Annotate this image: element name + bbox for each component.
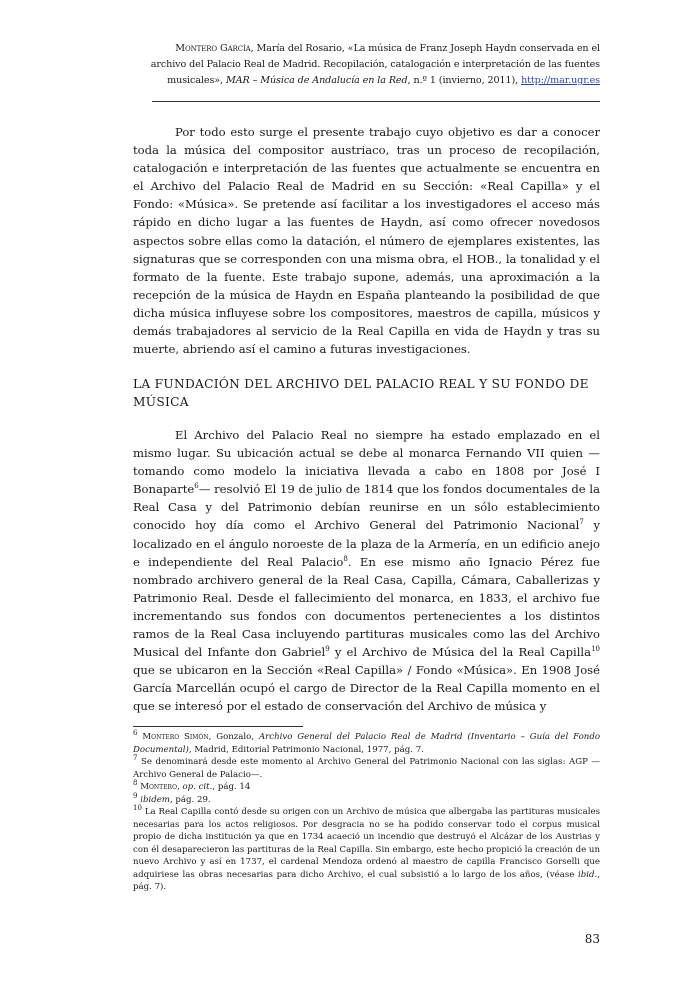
para2-text-2: — resolvió El 19 de julio de 1814 que los fondos documentales de la Real Casa y del Patrimonio debían reunirse en un sólo establecimiento conocido hoy día como el Archivo General del Patrimonio Nacional [133, 482, 600, 533]
running-header [150, 41, 600, 89]
footnote-8-cit: op. cit. [182, 782, 213, 792]
footnote-6-number: 6 [133, 729, 138, 738]
footnote-8-text-2: , pág. 14 [212, 782, 251, 792]
footnote-ref-6[interactable]: 6 [194, 482, 199, 491]
footnote-6-text-2: , Madrid, Editorial Patrimonio Nacional, 1977, pág. 7. [188, 744, 424, 755]
footnote-ref-9[interactable]: 9 [325, 645, 330, 654]
footnote-8-number: 8 [133, 779, 138, 788]
para2-text-3: y localizado en el ángulo noroeste de la plaza de la Armería, en un edificio anejo e independiente del Real Palacio [133, 518, 600, 569]
header-issue-text: , n.º 1 (invierno, 2011), [407, 75, 522, 86]
footnote-10-text-2: , pág. 7). [133, 869, 600, 892]
header-url-link[interactable]: http://mar.ugr.es [521, 75, 600, 86]
footnote-9 [133, 791, 600, 807]
footnote-7-text: Se denominará desde este momento al Archivo General del Patrimonio Nacional con las siglas: AGP —Archivo General de Palacio—. [133, 757, 600, 780]
para2-text-4: . En ese mismo año Ignacio Pérez fue nombrado archivero general de la Real Casa, Capilla, Cámara, Caballerizas y Patrimonio Real. Desde el fallecimiento del monarca, en 1833, el archivo fue incrementando sus fondos con documentos pertenecientes a los distintos ramos de la Real Casa incluyendo partituras musicales como las del Archivo Musical del Infante don Gabriel [133, 554, 601, 660]
page-number: 83 [584, 932, 600, 946]
footnote-8-text-1: , [177, 782, 183, 792]
paragraph-archive-history [133, 426, 600, 716]
footnote-10 [133, 806, 600, 894]
header-divider [152, 101, 600, 102]
footnote-ref-10[interactable]: 10 [591, 645, 600, 654]
footnote-divider [133, 726, 303, 727]
footnote-6-text-1: , Gonzalo, [208, 732, 259, 742]
footnote-9-number: 9 [133, 791, 138, 800]
footnote-8-author: Montero [140, 782, 177, 792]
footnote-9-ibid: ibidem [140, 794, 170, 805]
footnote-6-author: Montero Simón [142, 732, 209, 742]
footnote-10-ibid: ibid. [578, 869, 598, 880]
footnote-8 [133, 781, 600, 794]
footnote-7-number: 7 [133, 754, 138, 763]
para2-text-1: El Archivo del Palacio Real no siempre ha estado emplazado en el mismo lugar. Su ubicación actual se debe al monarca Fernando VII quien —tomando como modelo la iniciativa llevada a cabo en 1808 por José I Bonaparte [133, 428, 600, 497]
para2-text-6: que se ubicaron en la Sección «Real Capilla» / Fondo «Música». En 1908 José García Marcellán ocupó el cargo de Director de la Real Capilla momento en el que se interesó por el estado de conservación del Archivo de música y [133, 663, 600, 714]
section-heading: LA FUNDACIÓN DEL ARCHIVO DEL PALACIO REAL Y SU FONDO DE MÚSICA [133, 377, 589, 409]
footnote-10-text-1: La Real Capilla contó desde su origen con un Archivo de música que albergaba las partituras musicales necesarias para los actos religiosos. Por desgracia no se ha podido conservar todo el corpus musical propio de dicha institución ya que en 1734 acaeció un incendio que destruyó el Alcázar de los Austrias y con él desaparecieron las partituras de la Real Capilla. Sin embargo, este hecho propició la creación de un nuevo Archivo y así en 1737, el cardenal Mendoza ordenó al maestro de capilla Francisco Gorselli que adquiriese las obras necesarias para dicho Archivo, el cual subsistió a lo largo de los años, (véase [133, 807, 600, 880]
header-citation-text: , María del Rosario, «La música de Franz Joseph Haydn conservada en el archivo del Palacio Real de Madrid. Recopilación, catalogación e interpretación de las fuentes musicales», [150, 43, 600, 86]
footnote-10-number: 10 [133, 804, 142, 813]
header-journal-title: MAR – Música de Andalucía en la Red [225, 75, 408, 86]
footnote-ref-8[interactable]: 8 [343, 554, 348, 563]
footnote-ref-7[interactable]: 7 [579, 518, 584, 527]
footnote-6 [133, 731, 600, 756]
para2-text-5: y el Archivo de Música del la Real Capilla [329, 645, 592, 660]
footnote-6-title: Archivo General del Palacio Real de Madrid (Inventario – Guía del Fondo Documental) [133, 732, 601, 755]
paragraph-intro: Por todo esto surge el presente trabajo cuyo objetivo es dar a conocer toda la música del compositor austriaco, tras un proceso de recopilación, catalogación e interpretación de las fuentes que actualmente se encuentra en el Archivo del Palacio Real de Madrid en su Sección: «Real Capilla» y el Fondo: «Música». Se pretende así facilitar a los investigadores el acceso más rápido en dicho lugar a las fuentes de Haydn, así como ofrecer novedosos aspectos sobre ellas como la datación, el número de ejemplares existentes, las signaturas que se corresponden con una misma obra, el HOB., la tonalidad y el formato de la fuente. Este trabajo supone, además, una aproximación a la recepción de la música de Haydn en España planteando la posibilidad de que dicha música influyese sobre los compositores, maestros de capilla, músicos y demás trabajadores al servicio de la Real Capilla en vida de Haydn y tras su muerte, abriendo así el camino a futuras investigaciones. [133, 125, 600, 357]
footnote-7 [133, 756, 600, 781]
footnotes [133, 731, 600, 894]
header-author: Montero García [175, 43, 251, 54]
footnote-9-text: , pág. 29. [169, 794, 211, 805]
